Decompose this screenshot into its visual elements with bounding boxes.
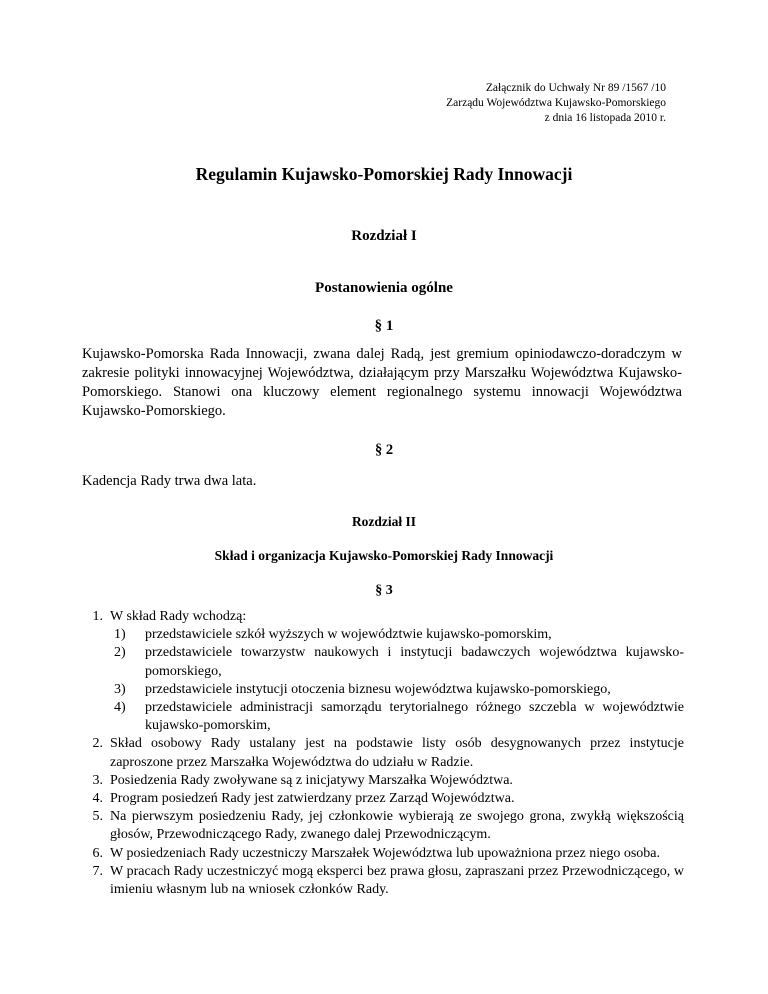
list-item: [82, 790, 684, 808]
paragraph-2-text: Kadencja Rady trwa dwa lata.: [82, 473, 257, 489]
list-item-text: Program posiedzeń Rady jest zatwierdzany przez Zarząd Województwa.: [110, 791, 515, 807]
sub-list-item: [110, 699, 684, 735]
list-item-number: 2.: [92, 736, 103, 752]
paragraph-3-heading: § 3: [375, 583, 393, 598]
list-item-text: Skład osobowy Rady ustalany jest na podstawie listy osób desygnowanych przez instytucje zaproszone przez Marszałka Województwa do udziału w Radzie.: [110, 736, 684, 770]
list-item-text: W skład Rady wchodzą:: [110, 609, 247, 624]
chapter-1-subheading: Postanowienia ogólne: [315, 280, 453, 296]
list-item-number: 3.: [92, 772, 103, 788]
sub-list-item-text: przedstawiciele administracji samorządu terytorialnego różnego szczebla w województwie kujawsko-pomorskim,: [145, 700, 684, 734]
sub-list-item-number: 4): [114, 700, 126, 716]
list-item-text: W posiedzeniach Rady uczestniczy Marszałek Województwa lub upoważniona przez niego osoba.: [110, 845, 660, 861]
sub-list-item-text: przedstawiciele instytucji otoczenia biznesu województwa kujawsko-pomorskiego,: [145, 681, 611, 697]
attachment-line-2: Zarządu Województwa Kujawsko-Pomorskiego: [446, 97, 666, 109]
chapter-2-heading: Rozdział II: [351, 514, 417, 529]
sub-list-item-number: 3): [114, 681, 126, 697]
sub-list-item-text: przedstawiciele szkół wyższych w województwie kujawsko-pomorskim,: [145, 627, 552, 643]
list-item: [82, 772, 684, 790]
paragraph-3-list: [82, 608, 684, 899]
sub-list-item-number: 2): [114, 645, 126, 661]
list-item: [82, 735, 684, 771]
paragraph-1-text: Kujawsko-Pomorska Rada Innowacji, zwana dalej Radą, jest gremium opiniodawczo-doradczym w zakresie polityki innowacyjnej Województwa, działającym przy Marszałku Województwa Kujawsko-Pomorskiego. Stanowi ona kluczowy element regionalnego systemu innowacji Województwa Kujawsko-Pomorskiego.: [82, 346, 682, 419]
list-item-number: 1.: [92, 609, 103, 624]
attachment-line-3: z dnia 16 listopada 2010 r.: [544, 112, 666, 124]
list-item-text: W pracach Rady uczestniczyć mogą eksperci bez prawa głosu, zapraszani przez Przewodniczącego, w imieniu własnym lub na wniosek członków Rady.: [110, 863, 684, 898]
list-item: [82, 608, 684, 735]
list-item-number: 7.: [92, 863, 103, 879]
sub-list-item-number: 1): [114, 627, 126, 643]
sub-list-item: [110, 644, 684, 680]
document-title: Regulamin Kujawsko-Pomorskiej Rady Innowacji: [195, 164, 573, 184]
sub-list-item: [110, 681, 684, 699]
list-item: [82, 863, 684, 899]
chapter-1-heading: Rozdział I: [351, 228, 417, 244]
list-item-number: 6.: [92, 845, 103, 861]
sub-list-item-text: przedstawiciele towarzystw naukowych i instytucji badawczych województwa kujawsko-pomorskiego,: [145, 645, 684, 679]
list-item-number: 5.: [92, 809, 103, 825]
attachment-line-1: Załącznik do Uchwały Nr 89 /1567 /10: [485, 82, 666, 94]
list-item-text: Posiedzenia Rady zwoływane są z inicjatywy Marszałka Województwa.: [110, 772, 513, 788]
chapter-2-subheading: Skład i organizacja Kujawsko-Pomorskiej Rady Innowacji: [214, 548, 554, 563]
sub-list-item: [110, 626, 684, 644]
list-item-text: Na pierwszym posiedzeniu Rady, jej członkowie wybierają ze swojego grona, zwykłą większością głosów, Przewodniczącego Rady, zwanego dalej Przewodniczącym.: [110, 809, 684, 843]
list-item-number: 4.: [92, 791, 103, 807]
paragraph-1-heading: § 1: [374, 318, 394, 334]
paragraph-2-heading: § 2: [374, 442, 394, 458]
list-item: [82, 808, 684, 844]
list-item: [82, 845, 684, 863]
attachment-note: [446, 81, 666, 126]
